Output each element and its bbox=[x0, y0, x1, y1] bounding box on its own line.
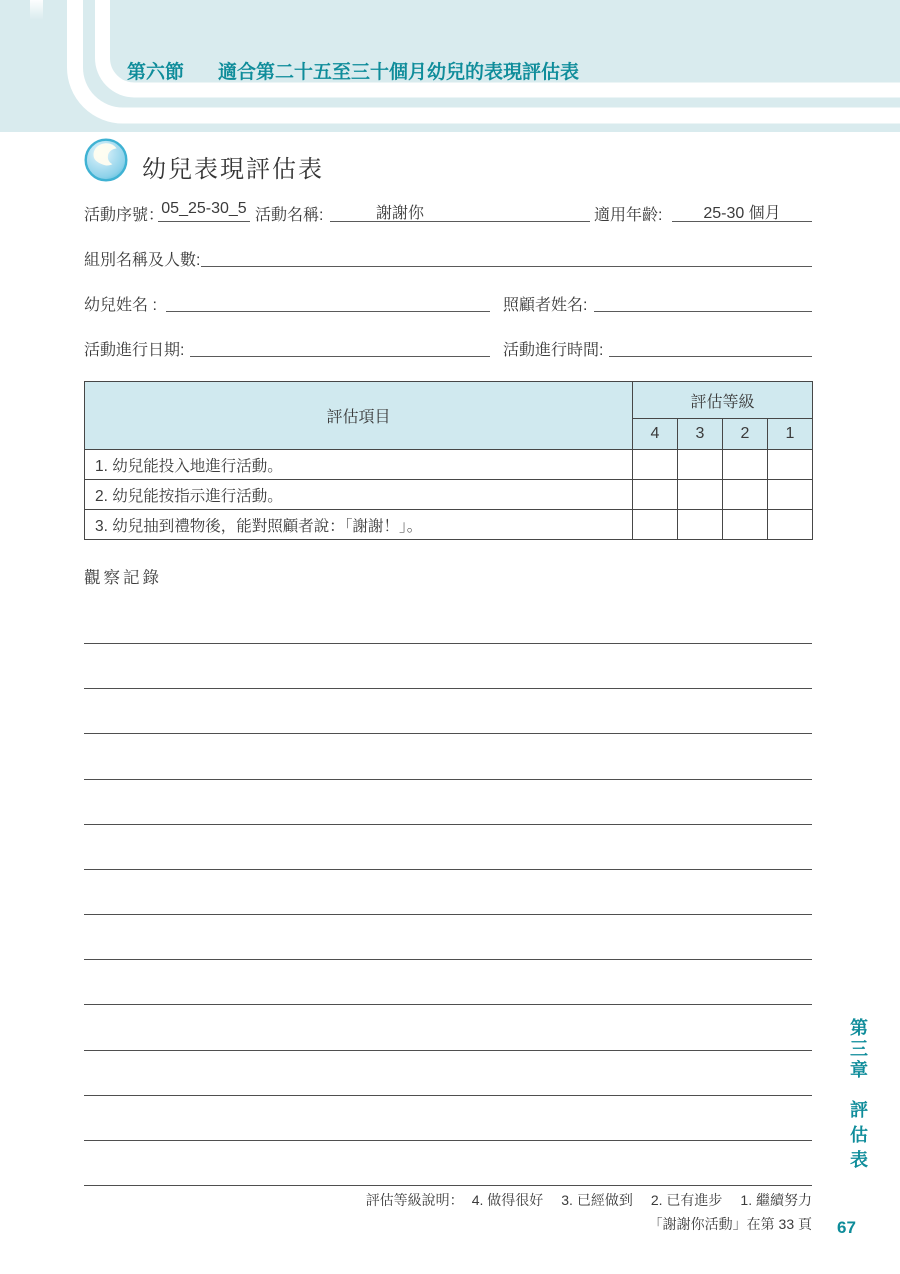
rating-slot-2[interactable] bbox=[723, 480, 768, 510]
item-column-header: 評估項目 bbox=[85, 382, 633, 450]
assessment-item: 1. 幼兒能投入地進行活動。 bbox=[85, 450, 633, 480]
writing-line[interactable] bbox=[84, 733, 812, 734]
rating-column-header: 評估等級 bbox=[633, 382, 813, 419]
activity-name-label: 活動名稱: bbox=[255, 207, 324, 224]
rating-scale-note-label: 評估等級說明： bbox=[365, 1192, 464, 1208]
rating-slot-1[interactable] bbox=[768, 450, 813, 480]
rating-slot-3[interactable] bbox=[678, 450, 723, 480]
rating-slot-4[interactable] bbox=[633, 480, 678, 510]
writing-line[interactable] bbox=[84, 643, 812, 644]
group-label: 組別名稱及人數: bbox=[84, 252, 201, 269]
writing-line[interactable] bbox=[84, 914, 812, 915]
page-number: 67 bbox=[837, 1218, 856, 1237]
corner-stripe-accent bbox=[30, 0, 43, 20]
assessment-item: 3. 幼兒抽到禮物後，能對照顧者說：「謝謝！」。 bbox=[85, 510, 633, 540]
rating-slot-4[interactable] bbox=[633, 450, 678, 480]
rating-level-header-4: 4 bbox=[633, 419, 678, 450]
table-row bbox=[85, 480, 813, 510]
age-label: 適用年齡: bbox=[594, 207, 663, 224]
activity-name-field[interactable]: 謝謝你 bbox=[330, 200, 590, 222]
rating-note: 3. 已經做到 bbox=[561, 1192, 633, 1208]
rating-slot-4[interactable] bbox=[633, 510, 678, 540]
sidebar-chapter: 第三章 bbox=[848, 1018, 868, 1081]
table-row bbox=[85, 450, 813, 480]
age-field[interactable]: 25-30 個月 bbox=[672, 200, 812, 222]
writing-line[interactable] bbox=[84, 779, 812, 780]
caregiver-field[interactable] bbox=[594, 290, 812, 312]
page-title: 幼兒表現評估表 bbox=[142, 156, 324, 183]
rating-note: 1. 繼續努力 bbox=[740, 1192, 812, 1208]
writing-line[interactable] bbox=[84, 1185, 812, 1186]
rating-slot-1[interactable] bbox=[768, 480, 813, 510]
bubble-icon bbox=[84, 138, 128, 182]
child-name-label: 幼兒姓名 : bbox=[84, 297, 157, 314]
reference-note: 「謝謝你活動」在第 33 頁 bbox=[648, 1216, 812, 1232]
section-title: 適合第二十五至三十個月幼兒的表現評估表 bbox=[218, 62, 580, 83]
writing-line[interactable] bbox=[84, 1140, 812, 1141]
rating-slot-3[interactable] bbox=[678, 510, 723, 540]
section-number: 第六節 bbox=[127, 62, 185, 83]
time-label: 活動進行時間: bbox=[503, 342, 604, 359]
rating-slot-2[interactable] bbox=[723, 510, 768, 540]
rating-level-header-3: 3 bbox=[678, 419, 723, 450]
writing-line[interactable] bbox=[84, 688, 812, 689]
rating-note: 2. 已有進步 bbox=[650, 1192, 723, 1208]
assessment-item: 2. 幼兒能按指示進行活動。 bbox=[85, 480, 633, 510]
rating-slot-1[interactable] bbox=[768, 510, 813, 540]
writing-line[interactable] bbox=[84, 1004, 812, 1005]
rating-level-header-2: 2 bbox=[723, 419, 768, 450]
date-field[interactable] bbox=[190, 335, 490, 357]
rating-scale-note bbox=[366, 1190, 812, 1210]
sidebar-chapter-label: 評估表 bbox=[848, 1100, 868, 1175]
writing-line[interactable] bbox=[84, 959, 812, 960]
activity-no-label: 活動序號： bbox=[84, 207, 165, 224]
rating-note: 4. 做得很好 bbox=[471, 1192, 544, 1208]
writing-line[interactable] bbox=[84, 869, 812, 870]
header-band bbox=[0, 0, 900, 132]
assessment-table bbox=[84, 381, 813, 540]
rating-slot-2[interactable] bbox=[723, 450, 768, 480]
writing-line[interactable] bbox=[84, 1095, 812, 1096]
writing-line[interactable] bbox=[84, 1050, 812, 1051]
table-row bbox=[85, 510, 813, 540]
time-field[interactable] bbox=[609, 335, 812, 357]
date-label: 活動進行日期: bbox=[84, 342, 185, 359]
activity-no-field[interactable]: 05_25-30_5 bbox=[158, 200, 250, 222]
section-header bbox=[127, 57, 579, 84]
observation-label: 觀察記錄 bbox=[84, 569, 162, 587]
caregiver-label: 照顧者姓名: bbox=[503, 297, 588, 314]
writing-line[interactable] bbox=[84, 824, 812, 825]
rating-slot-3[interactable] bbox=[678, 480, 723, 510]
rating-level-header-1: 1 bbox=[768, 419, 813, 450]
child-name-field[interactable] bbox=[166, 290, 490, 312]
group-field[interactable] bbox=[201, 245, 812, 267]
